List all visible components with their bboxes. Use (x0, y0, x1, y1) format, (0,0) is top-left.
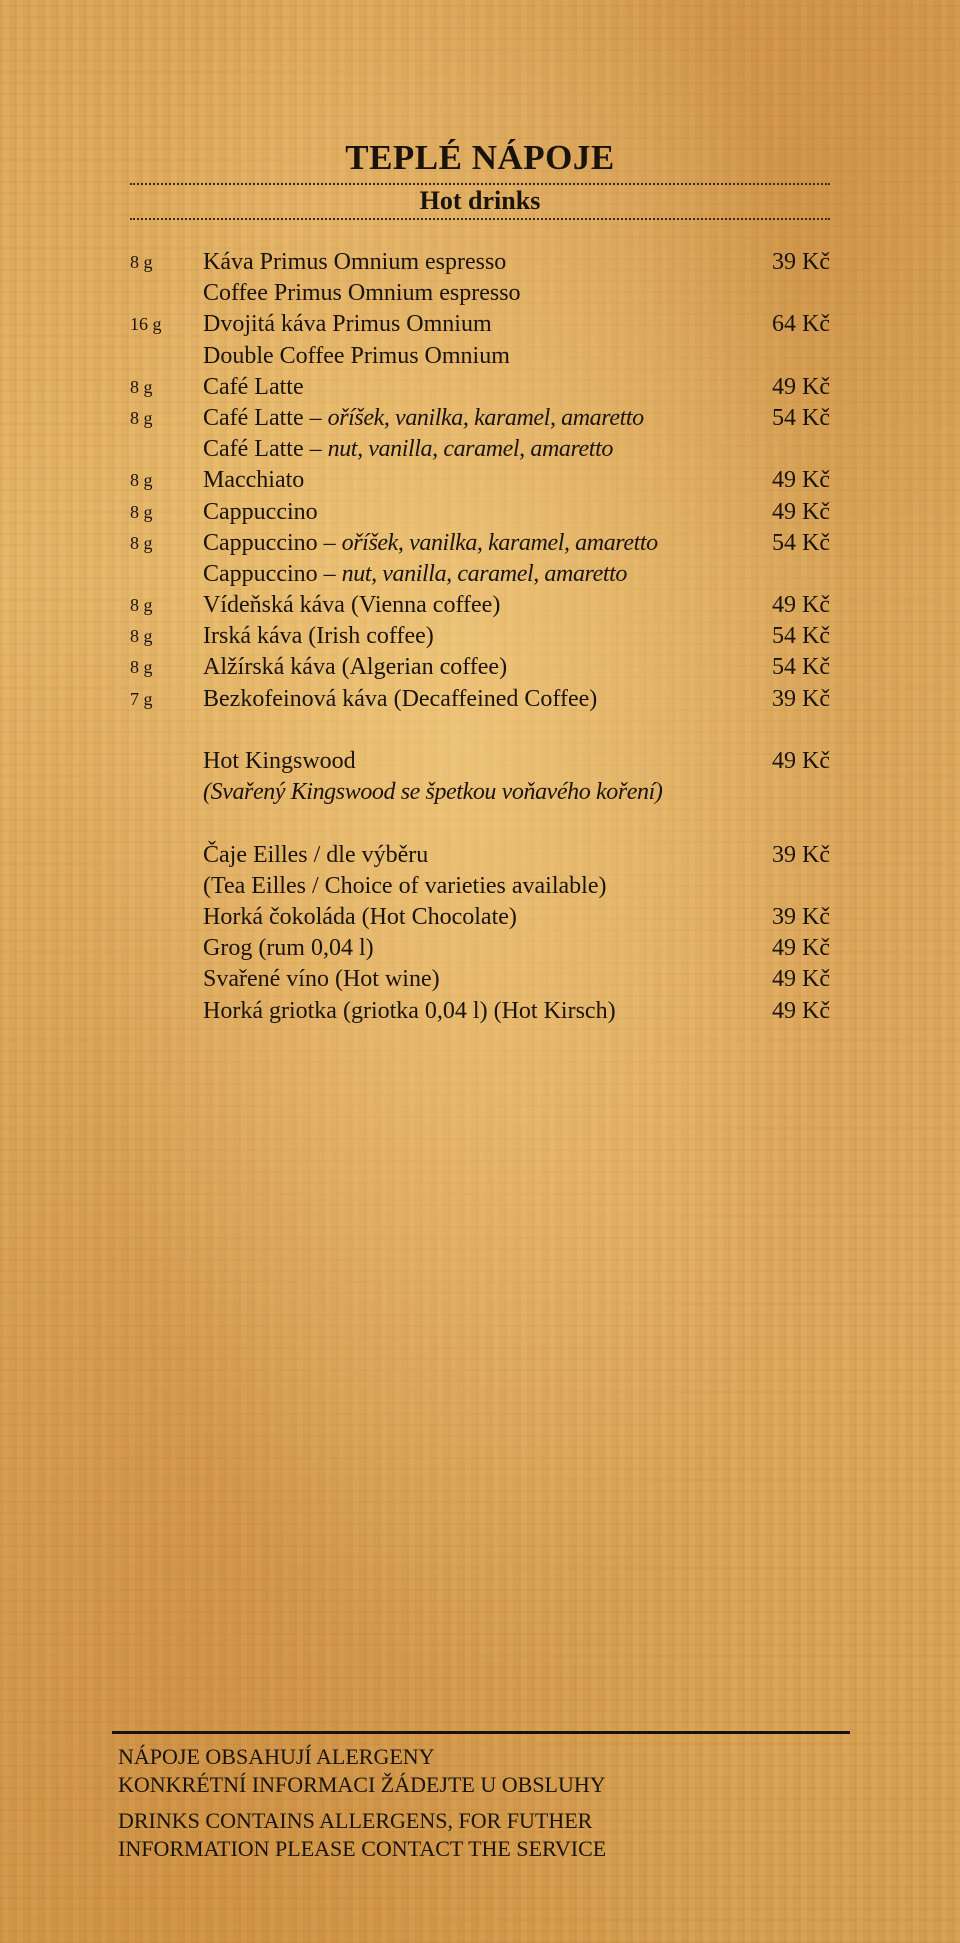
item-name (203, 871, 606, 902)
item-price: 64 Kč (772, 311, 830, 338)
item-price: 49 Kč (772, 966, 830, 993)
item-name (203, 341, 510, 372)
item-detail: oříšek, vanilka, karamel, amaretto (341, 529, 658, 556)
item-name (203, 434, 613, 465)
item-name (203, 621, 434, 652)
menu-item (0, 871, 960, 902)
item-name (203, 497, 318, 528)
item-name-text: Čaje Eilles / dle výběru (203, 841, 429, 868)
item-weight: 8 g (130, 532, 153, 553)
item-price: 49 Kč (772, 748, 830, 774)
allergen-notice-cz (118, 1743, 606, 1799)
item-name (203, 247, 506, 278)
menu-item (0, 996, 960, 1027)
menu-item (0, 559, 960, 590)
item-weight: 8 g (130, 252, 153, 272)
item-name (203, 684, 597, 715)
allergen-notice-en (118, 1807, 606, 1863)
item-weight: 8 g (130, 376, 153, 397)
menu-item (0, 621, 960, 652)
menu-spacer (0, 715, 960, 746)
item-name-text: Cappuccino – (203, 560, 342, 587)
menu-item (0, 964, 960, 995)
item-name (203, 590, 500, 621)
allergen-notice-en-line1: DRINKS CONTAINS ALLERGENS, FOR FUTHER (118, 1808, 593, 1833)
item-price: 49 Kč (772, 935, 830, 962)
allergen-notice-en-line2: INFORMATION PLEASE CONTACT THE SERVICE (118, 1836, 607, 1861)
item-detail: nut, vanilla, caramel, amaretto (327, 436, 613, 463)
menu-subtitle: Hot drinks (419, 186, 541, 215)
item-name-text: Café Latte – (203, 436, 328, 463)
menu-item (0, 465, 960, 496)
menu-item (0, 933, 960, 964)
menu-item (0, 528, 960, 559)
item-name (203, 777, 662, 808)
allergen-notice-cz-line2: KONKRÉTNÍ INFORMACI ŽÁDEJTE U OBSLUHY (118, 1772, 606, 1797)
item-name (203, 528, 658, 559)
item-name-text: Alžírská káva (Algerian coffee) (203, 654, 508, 681)
item-price: 39 Kč (772, 249, 830, 275)
item-name-text: Double Coffee Primus Omnium (203, 342, 510, 369)
item-weight: 8 g (130, 470, 153, 491)
item-price: 54 Kč (772, 623, 830, 650)
item-weight: 16 g (130, 314, 162, 335)
menu-item (0, 652, 960, 683)
item-name-text: Bezkofeinová káva (Decaffeined Coffee) (203, 685, 598, 712)
item-name-text: Café Latte (203, 373, 304, 400)
item-price: 49 Kč (772, 592, 830, 619)
item-name-text: Horká čokoláda (Hot Chocolate) (203, 903, 517, 930)
item-name-text: Coffee Primus Omnium espresso (203, 280, 521, 307)
allergen-notice-cz-line1: NÁPOJE OBSAHUJÍ ALERGENY (118, 1744, 435, 1769)
item-name-text: Grog (rum 0,04 l) (203, 935, 374, 962)
item-name-text: Hot Kingswood (203, 748, 356, 774)
item-name (203, 996, 616, 1027)
menu-item (0, 497, 960, 528)
item-weight: 8 g (130, 407, 153, 428)
menu-item (0, 777, 960, 808)
item-price: 54 Kč (772, 529, 830, 556)
item-name (203, 403, 644, 434)
footer-divider (112, 1731, 850, 1734)
item-name-text: Irská káva (Irish coffee) (203, 623, 434, 650)
menu-item (0, 278, 960, 309)
item-name (203, 465, 304, 496)
item-price: 49 Kč (772, 498, 830, 525)
menu-item (0, 247, 960, 278)
item-name (203, 278, 521, 309)
item-name-text: Macchiato (203, 467, 305, 494)
allergen-notice (118, 1743, 606, 1863)
item-name (203, 746, 356, 777)
menu-item (0, 840, 960, 871)
menu-title: TEPLÉ NÁPOJE (345, 138, 615, 177)
item-weight: 8 g (130, 657, 153, 678)
item-price: 39 Kč (772, 685, 830, 712)
subtitle-divider (130, 218, 830, 220)
item-name-text: Dvojitá káva Primus Omnium (203, 311, 492, 338)
item-name (203, 372, 304, 403)
item-name (203, 840, 428, 871)
item-name-text: Svařené víno (Hot wine) (203, 966, 440, 993)
item-name-text: (Tea Eilles / Choice of varieties available) (203, 872, 607, 899)
item-name (203, 902, 517, 933)
item-price: 39 Kč (772, 903, 830, 930)
item-price: 39 Kč (772, 841, 830, 868)
item-name-text: Káva Primus Omnium espresso (203, 249, 507, 275)
item-name-text: Horká griotka (griotka 0,04 l) (Hot Kirsch) (203, 997, 616, 1024)
item-name-text: Cappuccino (203, 498, 318, 525)
item-name-text: Café Latte – (203, 404, 328, 431)
menu-item (0, 403, 960, 434)
menu-item (0, 590, 960, 621)
item-name (203, 559, 627, 590)
menu-item (0, 341, 960, 372)
item-price: 49 Kč (772, 997, 830, 1024)
menu-item (0, 309, 960, 340)
item-name-text: Vídeňská káva (Vienna coffee) (203, 592, 501, 619)
title-divider (130, 183, 830, 185)
item-name (203, 964, 440, 995)
menu-list (0, 247, 960, 1027)
item-name (203, 309, 492, 340)
item-detail: (Svařený Kingswood se špetkou voňavého koření) (203, 779, 663, 806)
item-weight: 7 g (130, 688, 153, 709)
item-weight: 8 g (130, 501, 153, 522)
menu-item (0, 902, 960, 933)
menu-item (0, 372, 960, 403)
item-weight: 8 g (130, 626, 153, 647)
item-price: 54 Kč (772, 404, 830, 431)
item-detail: oříšek, vanilka, karamel, amaretto (327, 404, 644, 431)
item-price: 49 Kč (772, 467, 830, 494)
item-price: 54 Kč (772, 654, 830, 681)
item-name (203, 652, 507, 683)
menu-item (0, 746, 960, 777)
item-name (203, 933, 374, 964)
menu-item (0, 434, 960, 465)
menu-spacer (0, 808, 960, 839)
item-detail: nut, vanilla, caramel, amaretto (341, 560, 627, 587)
item-weight: 8 g (130, 595, 153, 616)
item-price: 49 Kč (772, 373, 830, 400)
item-name-text: Cappuccino – (203, 529, 342, 556)
menu-item (0, 684, 960, 715)
